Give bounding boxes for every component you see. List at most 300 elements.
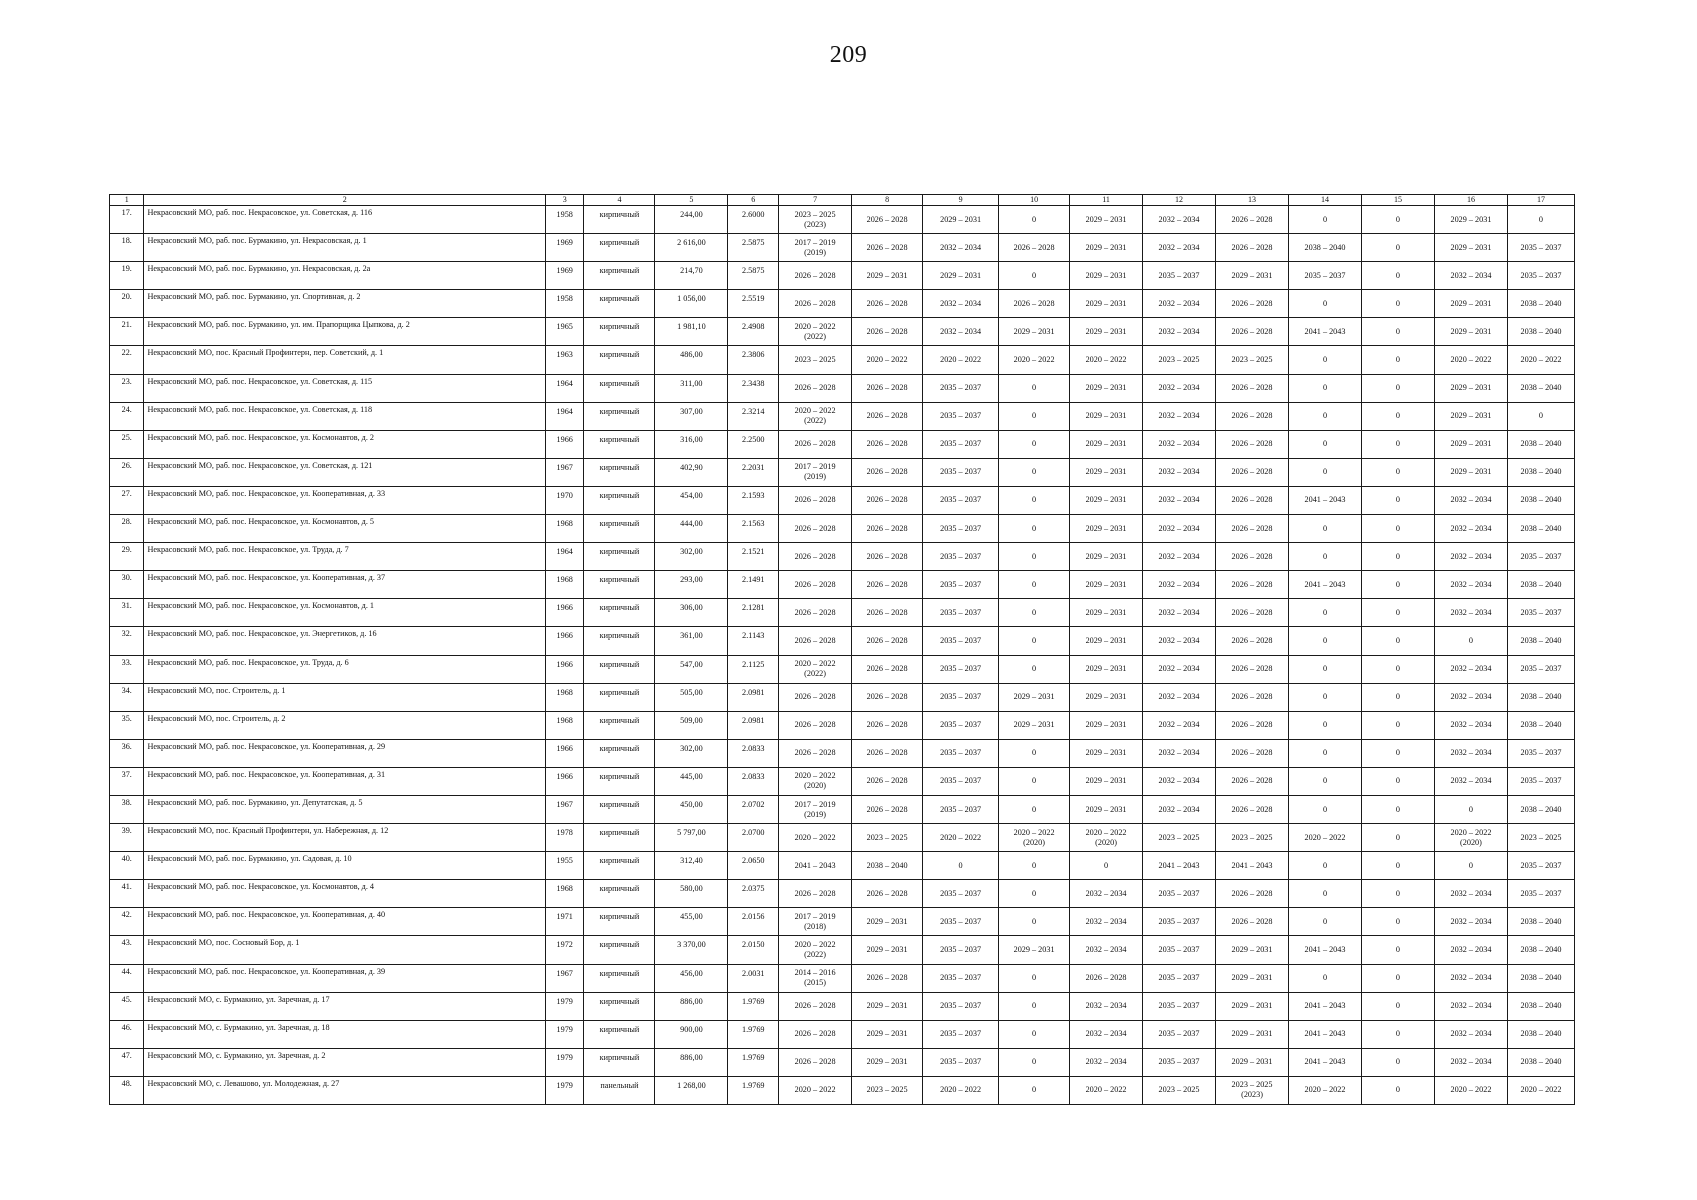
cell-c10 [999, 852, 1070, 880]
table-row [110, 599, 1575, 627]
cell-value: 0 [1395, 692, 1401, 702]
cell-c7 [779, 655, 852, 683]
cell-value: 27. [121, 488, 132, 498]
cell-value: 2.1281 [741, 603, 765, 613]
cell-value: 2026 – 2028 [1231, 551, 1273, 561]
cell-c13 [1216, 234, 1289, 262]
cell-value: 2023 – 2025 [1231, 832, 1273, 842]
cell-c16 [1434, 1020, 1507, 1048]
cell-c10 [999, 739, 1070, 767]
cell-value: 312,40 [680, 856, 703, 866]
cell-c16 [1434, 739, 1507, 767]
cell-value: 2032 – 2034 [1158, 298, 1200, 308]
cell-value: 0 [1395, 973, 1401, 983]
cell-value: 2.3806 [741, 350, 765, 360]
table-row [110, 1020, 1575, 1048]
cell-c12 [1143, 936, 1216, 964]
cell-value: 2029 – 2031 [1085, 467, 1127, 477]
cell-value: 0 [1322, 916, 1328, 926]
cell-value: 0 [1032, 270, 1037, 280]
cell-c14 [1289, 599, 1362, 627]
cell-value: 2023 – 2025 [1158, 1085, 1200, 1095]
cell-c17 [1507, 543, 1574, 571]
cell-value: 293,00 [680, 575, 703, 585]
cell-value: 2026 – 2028 [1231, 383, 1273, 393]
cell-value: кирпичный [599, 912, 640, 922]
cell-value: Некрасовский МО, раб. пос. Некрасовское, ул. Советская, д. 115 [147, 376, 373, 386]
cell-value: 23. [121, 376, 132, 386]
cell-n [110, 374, 144, 402]
cell-value: 18. [121, 236, 132, 246]
cell-year [545, 627, 584, 655]
cell-value: 2023 – 2025 [794, 209, 836, 219]
cell-value: 2020 – 2022 [794, 832, 836, 842]
cell-c10 [999, 655, 1070, 683]
cell-c16 [1434, 402, 1507, 430]
cell-value: 1966 [556, 659, 573, 669]
cell-addr [144, 992, 545, 1020]
cell-coef [728, 992, 779, 1020]
cell-c11 [1070, 880, 1143, 908]
cell-value: 2026 – 2028 [866, 804, 908, 814]
cell-c13 [1216, 402, 1289, 430]
cell-coef [728, 402, 779, 430]
cell-value: 0 [1322, 748, 1328, 758]
cell-c11 [1070, 852, 1143, 880]
cell-c9 [923, 711, 999, 739]
cell-value: 2017 – 2019 [794, 799, 836, 809]
cell-n [110, 290, 144, 318]
table-row [110, 430, 1575, 458]
cell-mat [584, 515, 655, 543]
cell-value: 2 616,00 [677, 238, 706, 248]
cell-c13 [1216, 824, 1289, 852]
cell-c13 [1216, 795, 1289, 823]
cell-c8 [852, 599, 923, 627]
cell-year [545, 711, 584, 739]
cell-addr [144, 262, 545, 290]
cell-c8 [852, 824, 923, 852]
cell-year [545, 318, 584, 346]
cell-c9 [923, 234, 999, 262]
cell-value: 0 [1322, 720, 1328, 730]
cell-n [110, 880, 144, 908]
cell-value: 0 [1395, 411, 1401, 421]
cell-n [110, 262, 144, 290]
cell-value: 316,00 [680, 434, 703, 444]
cell-value: 2.2031 [741, 462, 765, 472]
cell-value: 1966 [556, 743, 573, 753]
cell-value: 2032 – 2034 [940, 242, 982, 252]
cell-value: 2032 – 2034 [1085, 888, 1127, 898]
cell-c14 [1289, 936, 1362, 964]
cell-value: 30. [121, 573, 132, 583]
cell-value: 2032 – 2034 [1450, 888, 1492, 898]
cell-value: 38. [121, 797, 132, 807]
cell-c13 [1216, 992, 1289, 1020]
cell-c11 [1070, 262, 1143, 290]
cell-c17 [1507, 1048, 1574, 1076]
cell-c15 [1361, 206, 1434, 234]
cell-value: 2026 – 2028 [1231, 523, 1273, 533]
cell-value: 2026 – 2028 [794, 607, 836, 617]
cell-area [655, 346, 728, 374]
cell-value: 0 [958, 860, 963, 870]
cell-n [110, 683, 144, 711]
cell-value: 0 [1395, 720, 1401, 730]
cell-c16 [1434, 346, 1507, 374]
cell-coef [728, 318, 779, 346]
cell-value: 3 370,00 [677, 940, 706, 950]
cell-year [545, 543, 584, 571]
cell-value: 0 [1395, 776, 1401, 786]
cell-c16 [1434, 430, 1507, 458]
cell-c9 [923, 964, 999, 992]
cell-c15 [1361, 515, 1434, 543]
cell-c13 [1216, 1020, 1289, 1048]
cell-value: 2029 – 2031 [866, 916, 908, 926]
cell-value: кирпичный [599, 771, 640, 781]
cell-c11 [1070, 739, 1143, 767]
cell-n [110, 458, 144, 486]
cell-c11 [1070, 318, 1143, 346]
cell-value: 2038 – 2040 [1520, 1001, 1562, 1011]
cell-value: 0 [1395, 242, 1401, 252]
cell-value: 1969 [556, 238, 573, 248]
cell-value: 2038 – 2040 [1520, 383, 1562, 393]
cell-c17 [1507, 346, 1574, 374]
cell-value: 2041 – 2043 [1231, 860, 1273, 870]
cell-value: Некрасовский МО, раб. пос. Некрасовское, ул. Труда, д. 6 [147, 657, 349, 667]
cell-c14 [1289, 1020, 1362, 1048]
cell-year [545, 824, 584, 852]
cell-year [545, 908, 584, 936]
cell-value: 2.1521 [741, 547, 765, 557]
cell-c12 [1143, 599, 1216, 627]
cell-value: 2020 – 2022 [1450, 355, 1492, 365]
cell-year [545, 936, 584, 964]
cell-c13 [1216, 262, 1289, 290]
cell-c7 [779, 683, 852, 711]
cell-value: 2026 – 2028 [1231, 804, 1273, 814]
header-row [110, 195, 1575, 206]
cell-value: 2038 – 2040 [1520, 973, 1562, 983]
cell-value: 1958 [556, 294, 573, 304]
table-row [110, 543, 1575, 571]
cell-c9 [923, 627, 999, 655]
cell-n [110, 599, 144, 627]
cell-value: 402,90 [680, 462, 703, 472]
cell-addr [144, 683, 545, 711]
cell-mat [584, 262, 655, 290]
cell-value: 2026 – 2028 [794, 1001, 836, 1011]
cell-c17 [1507, 290, 1574, 318]
cell-c11 [1070, 234, 1143, 262]
cell-value: 2032 – 2034 [1158, 495, 1200, 505]
cell-c13 [1216, 486, 1289, 514]
cell-c16 [1434, 655, 1507, 683]
cell-n [110, 824, 144, 852]
cell-value: 1967 [556, 799, 573, 809]
cell-coef [728, 627, 779, 655]
cell-c16 [1434, 711, 1507, 739]
column-header: 14 [1289, 195, 1362, 206]
cell-value: 1968 [556, 687, 573, 697]
cell-value: 2026 – 2028 [794, 720, 836, 730]
cell-c7 [779, 374, 852, 402]
cell-value: 2026 – 2028 [866, 692, 908, 702]
cell-c16 [1434, 627, 1507, 655]
cell-addr [144, 374, 545, 402]
cell-mat [584, 992, 655, 1020]
cell-c13 [1216, 290, 1289, 318]
cell-value: 2032 – 2034 [1158, 214, 1200, 224]
cell-value: 5 797,00 [677, 828, 706, 838]
table-row [110, 515, 1575, 543]
cell-c17 [1507, 852, 1574, 880]
cell-c14 [1289, 543, 1362, 571]
cell-value: 2026 – 2028 [866, 664, 908, 674]
cell-c8 [852, 543, 923, 571]
cell-value: Некрасовский МО, раб. пос. Некрасовское, ул. Космонавтов, д. 1 [147, 601, 375, 611]
cell-mat [584, 964, 655, 992]
table-row [110, 683, 1575, 711]
cell-c15 [1361, 936, 1434, 964]
cell-value: Некрасовский МО, раб. пос. Бурмакино, ул. Некрасовская, д. 1 [147, 236, 367, 246]
cell-value: 34. [121, 685, 132, 695]
cell-value: 2.1143 [742, 631, 765, 641]
cell-mat [584, 486, 655, 514]
cell-value: 2038 – 2040 [1520, 579, 1562, 589]
cell-value: 2014 – 2016 [794, 968, 836, 978]
cell-c10 [999, 683, 1070, 711]
cell-c10 [999, 1076, 1070, 1104]
cell-value: 2038 – 2040 [1520, 692, 1562, 702]
cell-year [545, 458, 584, 486]
cell-n [110, 234, 144, 262]
table-row [110, 880, 1575, 908]
cell-value: 42. [121, 910, 132, 920]
cell-value: 2026 – 2028 [866, 467, 908, 477]
cell-c15 [1361, 430, 1434, 458]
table-row [110, 1048, 1575, 1076]
cell-c14 [1289, 430, 1362, 458]
cell-c9 [923, 1048, 999, 1076]
cell-value: 0 [1322, 298, 1328, 308]
cell-coef [728, 795, 779, 823]
cell-value: 2032 – 2034 [1450, 1057, 1492, 1067]
cell-c15 [1361, 402, 1434, 430]
cell-coef [728, 1076, 779, 1104]
cell-value: 2026 – 2028 [1231, 916, 1273, 926]
cell-mat [584, 1076, 655, 1104]
cell-value: 0 [1032, 214, 1037, 224]
cell-addr [144, 936, 545, 964]
cell-value: 1971 [556, 912, 573, 922]
cell-c16 [1434, 908, 1507, 936]
cell-value: 2032 – 2034 [1158, 467, 1200, 477]
table-row [110, 627, 1575, 655]
cell-addr [144, 515, 545, 543]
cell-value: 2026 – 2028 [866, 298, 908, 308]
cell-c13 [1216, 880, 1289, 908]
cell-c7 [779, 234, 852, 262]
cell-c7 [779, 458, 852, 486]
cell-value: 2029 – 2031 [1085, 439, 1127, 449]
cell-value: 0 [1032, 411, 1037, 421]
cell-value: 1966 [556, 631, 573, 641]
cell-c12 [1143, 374, 1216, 402]
cell-c14 [1289, 964, 1362, 992]
cell-value: кирпичный [599, 434, 640, 444]
cell-mat [584, 571, 655, 599]
cell-c12 [1143, 430, 1216, 458]
cell-c17 [1507, 992, 1574, 1020]
cell-value: Некрасовский МО, пос. Строитель, д. 2 [147, 713, 286, 723]
cell-value: 2026 – 2028 [866, 523, 908, 533]
cell-value: 0 [1322, 664, 1328, 674]
cell-value: 0 [1322, 551, 1328, 561]
cell-c13 [1216, 374, 1289, 402]
cell-year [545, 795, 584, 823]
cell-value: 2023 – 2025 [1231, 355, 1273, 365]
cell-c16 [1434, 234, 1507, 262]
cell-value: 2.5875 [741, 266, 765, 276]
cell-c9 [923, 908, 999, 936]
cell-value: 2029 – 2031 [1231, 944, 1273, 954]
cell-addr [144, 290, 545, 318]
cell-value: 0 [1395, 635, 1401, 645]
cell-c12 [1143, 290, 1216, 318]
cell-c10 [999, 711, 1070, 739]
cell-c8 [852, 908, 923, 936]
cell-coef [728, 430, 779, 458]
cell-value: 2029 – 2031 [1085, 804, 1127, 814]
cell-c10 [999, 767, 1070, 795]
table-row [110, 571, 1575, 599]
cell-coef [728, 936, 779, 964]
cell-c12 [1143, 1076, 1216, 1104]
cell-c13 [1216, 206, 1289, 234]
page-number: 209 [829, 42, 868, 68]
cell-c9 [923, 346, 999, 374]
cell-value: кирпичный [599, 743, 640, 753]
cell-year [545, 374, 584, 402]
cell-addr [144, 206, 545, 234]
cell-c9 [923, 824, 999, 852]
cell-coef [728, 711, 779, 739]
cell-value: 29. [121, 545, 132, 555]
cell-c12 [1143, 964, 1216, 992]
cell-value: 2038 – 2040 [1520, 916, 1562, 926]
cell-subvalue: (2022) [804, 669, 826, 679]
cell-value: 0 [1032, 804, 1037, 814]
cell-value: 2020 – 2022 [1304, 1085, 1346, 1095]
cell-area [655, 964, 728, 992]
cell-c7 [779, 290, 852, 318]
table-row [110, 402, 1575, 430]
cell-n [110, 402, 144, 430]
cell-value: 2032 – 2034 [1450, 916, 1492, 926]
cell-value: 2032 – 2034 [1450, 523, 1492, 533]
cell-c9 [923, 374, 999, 402]
cell-subvalue: (2018) [804, 921, 826, 931]
cell-c16 [1434, 543, 1507, 571]
cell-value: 2020 – 2022 [1085, 355, 1127, 365]
cell-coef [728, 767, 779, 795]
cell-c15 [1361, 767, 1434, 795]
cell-c10 [999, 908, 1070, 936]
cell-c17 [1507, 1020, 1574, 1048]
cell-c15 [1361, 852, 1434, 880]
cell-area [655, 936, 728, 964]
cell-value: 35. [121, 713, 132, 723]
cell-c11 [1070, 908, 1143, 936]
cell-c7 [779, 711, 852, 739]
cell-value: 0 [1395, 214, 1401, 224]
cell-value: 0 [1395, 495, 1401, 505]
cell-c16 [1434, 262, 1507, 290]
cell-area [655, 655, 728, 683]
cell-c15 [1361, 346, 1434, 374]
cell-c11 [1070, 402, 1143, 430]
cell-value: 2020 – 2022 [794, 1085, 836, 1095]
cell-value: 44. [121, 966, 132, 976]
cell-c12 [1143, 318, 1216, 346]
cell-value: кирпичный [599, 659, 640, 669]
table-row [110, 992, 1575, 1020]
cell-c10 [999, 936, 1070, 964]
cell-c15 [1361, 683, 1434, 711]
cell-value: 2035 – 2037 [1520, 888, 1562, 898]
cell-coef [728, 290, 779, 318]
cell-year [545, 262, 584, 290]
cell-value: 39. [121, 826, 132, 836]
cell-value: 0 [1103, 860, 1109, 870]
cell-value: 2026 – 2028 [794, 439, 836, 449]
cell-value: 43. [121, 938, 132, 948]
cell-value: 1979 [556, 1080, 573, 1090]
cell-value: 2.0833 [741, 771, 765, 781]
cell-c8 [852, 234, 923, 262]
cell-c14 [1289, 795, 1362, 823]
cell-area [655, 824, 728, 852]
cell-value: 1963 [556, 350, 573, 360]
cell-addr [144, 655, 545, 683]
cell-value: 2026 – 2028 [794, 692, 836, 702]
cell-value: 1964 [556, 378, 573, 388]
cell-value: 2029 – 2031 [1085, 664, 1127, 674]
cell-c9 [923, 402, 999, 430]
cell-c15 [1361, 486, 1434, 514]
cell-c12 [1143, 655, 1216, 683]
cell-c15 [1361, 908, 1434, 936]
cell-c11 [1070, 655, 1143, 683]
cell-value: 1 981,10 [677, 322, 706, 332]
cell-area [655, 767, 728, 795]
cell-area [655, 290, 728, 318]
cell-value: Некрасовский МО, раб. пос. Бурмакино, ул. Садовая, д. 10 [147, 854, 352, 864]
cell-value: 0 [1322, 411, 1328, 421]
cell-value: кирпичный [599, 940, 640, 950]
cell-year [545, 739, 584, 767]
cell-value: 2029 – 2031 [1450, 439, 1492, 449]
cell-c8 [852, 936, 923, 964]
cell-value: 2032 – 2034 [1450, 776, 1492, 786]
cell-subvalue: (2020) [1023, 837, 1045, 847]
cell-c16 [1434, 599, 1507, 627]
cell-value: 0 [1032, 495, 1037, 505]
